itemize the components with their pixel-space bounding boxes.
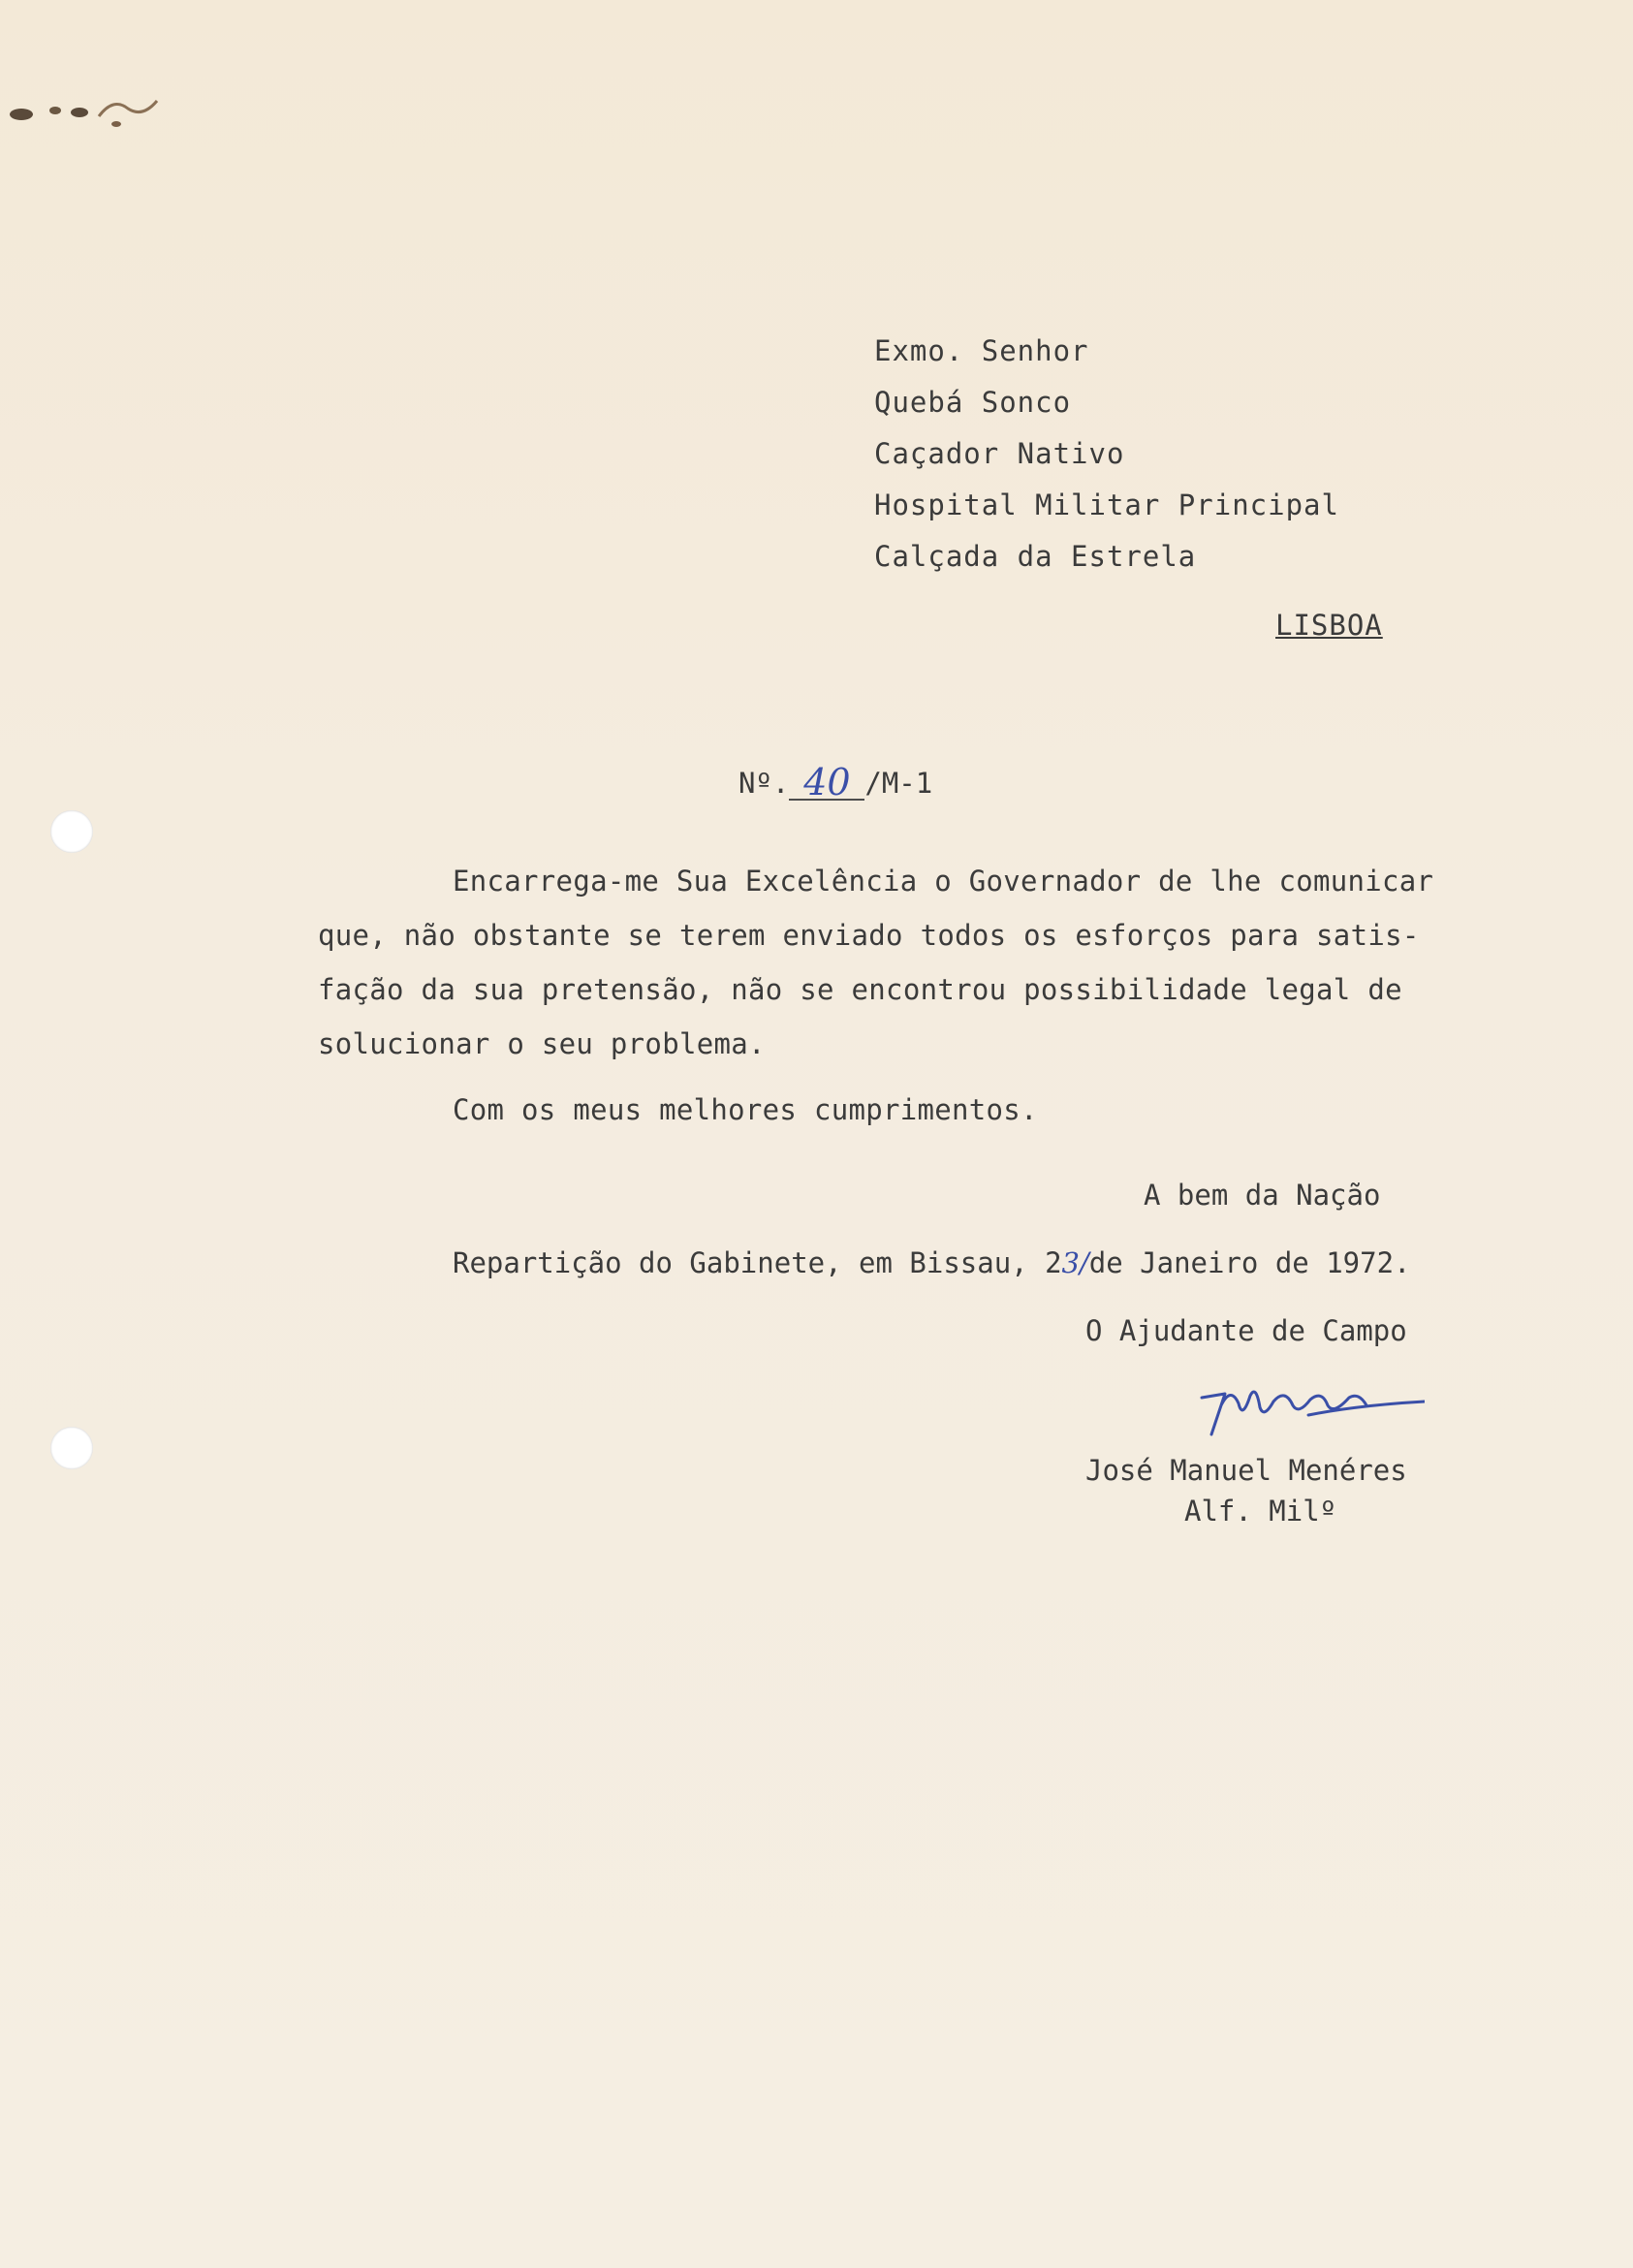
body-line-1: Encarrega-me Sua Excelência o Governador de lhe comunicar: [453, 865, 1434, 898]
reference-suffix: /M-1: [864, 767, 933, 800]
dateline: [453, 1246, 1411, 1279]
reference-prefix: Nº.: [738, 767, 790, 800]
body-line-2: que, não obstante se terem enviado todos os esforços para satis-: [318, 919, 1420, 952]
dateline-month-year: de Janeiro de 1972.: [1088, 1246, 1411, 1279]
body-line-3: fação da sua pretensão, não se encontrou possibilidade legal de: [318, 973, 1402, 1006]
dateline-place: Repartição do Gabinete, em Bissau, 2: [453, 1246, 1062, 1279]
ink-stain: [2, 87, 167, 136]
signatory-title: O Ajudante de Campo: [1085, 1314, 1407, 1347]
punch-hole-bottom: [50, 1427, 93, 1469]
signatory-name: José Manuel Menéres: [1085, 1454, 1407, 1487]
body-line-4: solucionar o seu problema.: [318, 1027, 766, 1060]
recipient-institution: Hospital Militar Principal: [874, 488, 1339, 521]
dateline-handwritten-day: 3/: [1061, 1246, 1089, 1279]
recipient-role: Caçador Nativo: [874, 437, 1125, 470]
recipient-salutation: Exmo. Senhor: [874, 334, 1089, 367]
reference-number: [738, 761, 933, 803]
recipient-street: Calçada da Estrela: [874, 540, 1197, 573]
recipient-name: Quebá Sonco: [874, 386, 1072, 419]
valediction: A bem da Nação: [1144, 1179, 1381, 1212]
closing-line: Com os meus melhores cumprimentos.: [453, 1093, 1038, 1126]
recipient-city: LISBOA: [1275, 609, 1383, 642]
signatory-rank: Alf. Milº: [1184, 1495, 1337, 1528]
reference-handwritten-number: 40: [789, 766, 864, 801]
punch-hole-top: [50, 810, 93, 853]
handwritten-signature: [1192, 1376, 1425, 1454]
